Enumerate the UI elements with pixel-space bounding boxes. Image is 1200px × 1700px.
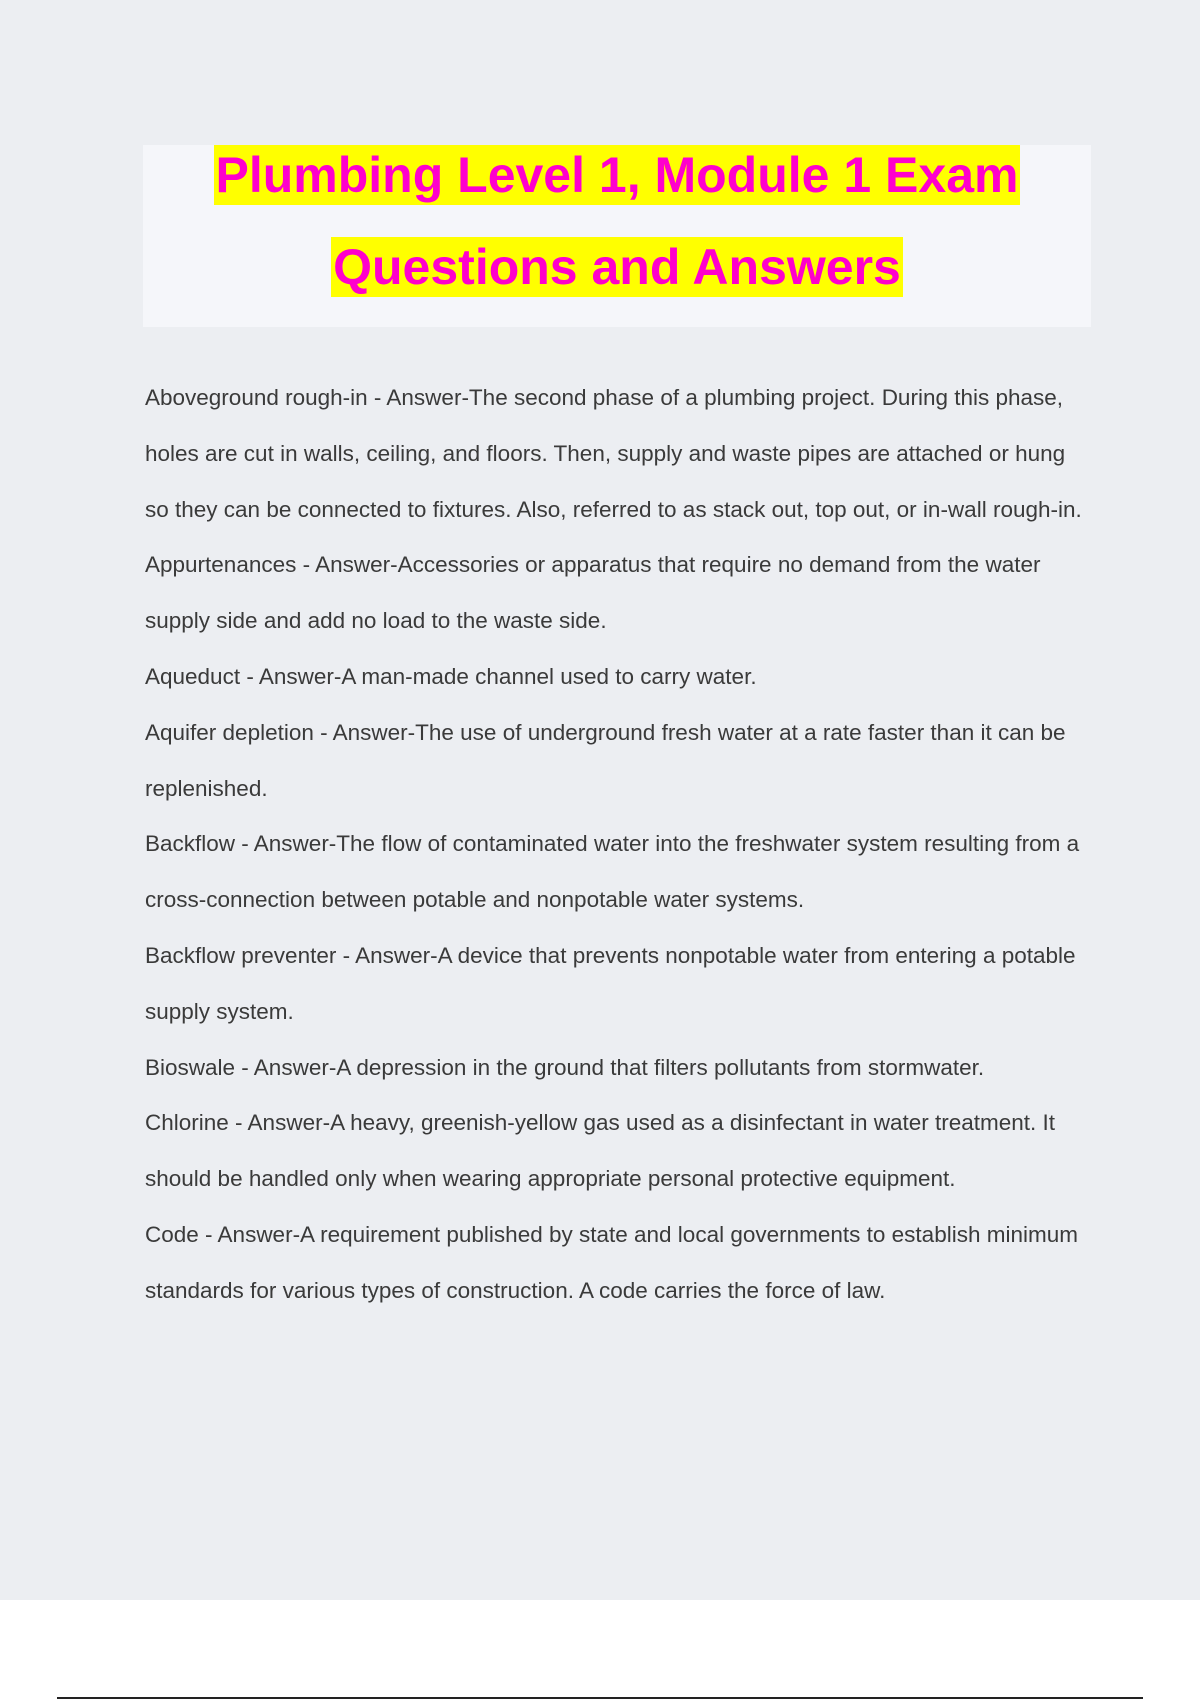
document-title-line-1: Plumbing Level 1, Module 1 Exam bbox=[215, 147, 1019, 203]
glossary-entry-aquifer-depletion: Aquifer depletion - Answer-The use of underground fresh water at a rate faster than it can be replenished. bbox=[145, 719, 1066, 801]
document-title-line-2: Questions and Answers bbox=[333, 239, 901, 295]
glossary-entry-appurtenances: Appurtenances - Answer-Accessories or apparatus that require no demand from the water supply side and add no load to the waste side. bbox=[145, 552, 1041, 634]
glossary-entry-backflow-preventer: Backflow preventer - Answer-A device that prevents nonpotable water from entering a potable supply system. bbox=[145, 942, 1076, 1024]
title-block bbox=[143, 145, 1091, 327]
footer-divider bbox=[57, 1697, 1143, 1699]
glossary-entry-code: Code - Answer-A requirement published by state and local governments to establish minimum standards for various types of construction. A code carries the force of law. bbox=[145, 1221, 1078, 1303]
glossary-entry-backflow: Backflow - Answer-The flow of contaminated water into the freshwater system resulting from a cross-connection between potable and nonpotable water systems. bbox=[145, 831, 1080, 913]
glossary-entry-aboveground-rough-in: Aboveground rough-in - Answer-The second phase of a plumbing project. During this phase, holes are cut in walls, ceiling, and floors. Then, supply and waste pipes are attached or hung so they can be connected to fixtures. Also, referred to as stack out, top out, or in-wall rough-in. bbox=[145, 385, 1082, 522]
glossary-entry-aqueduct: Aqueduct - Answer-A man-made channel used to carry water. bbox=[145, 663, 757, 689]
glossary-entry-bioswale: Bioswale - Answer-A depression in the ground that filters pollutants from stormwater. bbox=[145, 1054, 985, 1080]
glossary-entry-chlorine: Chlorine - Answer-A heavy, greenish-yellow gas used as a disinfectant in water treatment. It should be handled only when wearing appropriate personal protective equipment. bbox=[145, 1110, 1056, 1192]
glossary-body bbox=[145, 370, 1090, 1319]
